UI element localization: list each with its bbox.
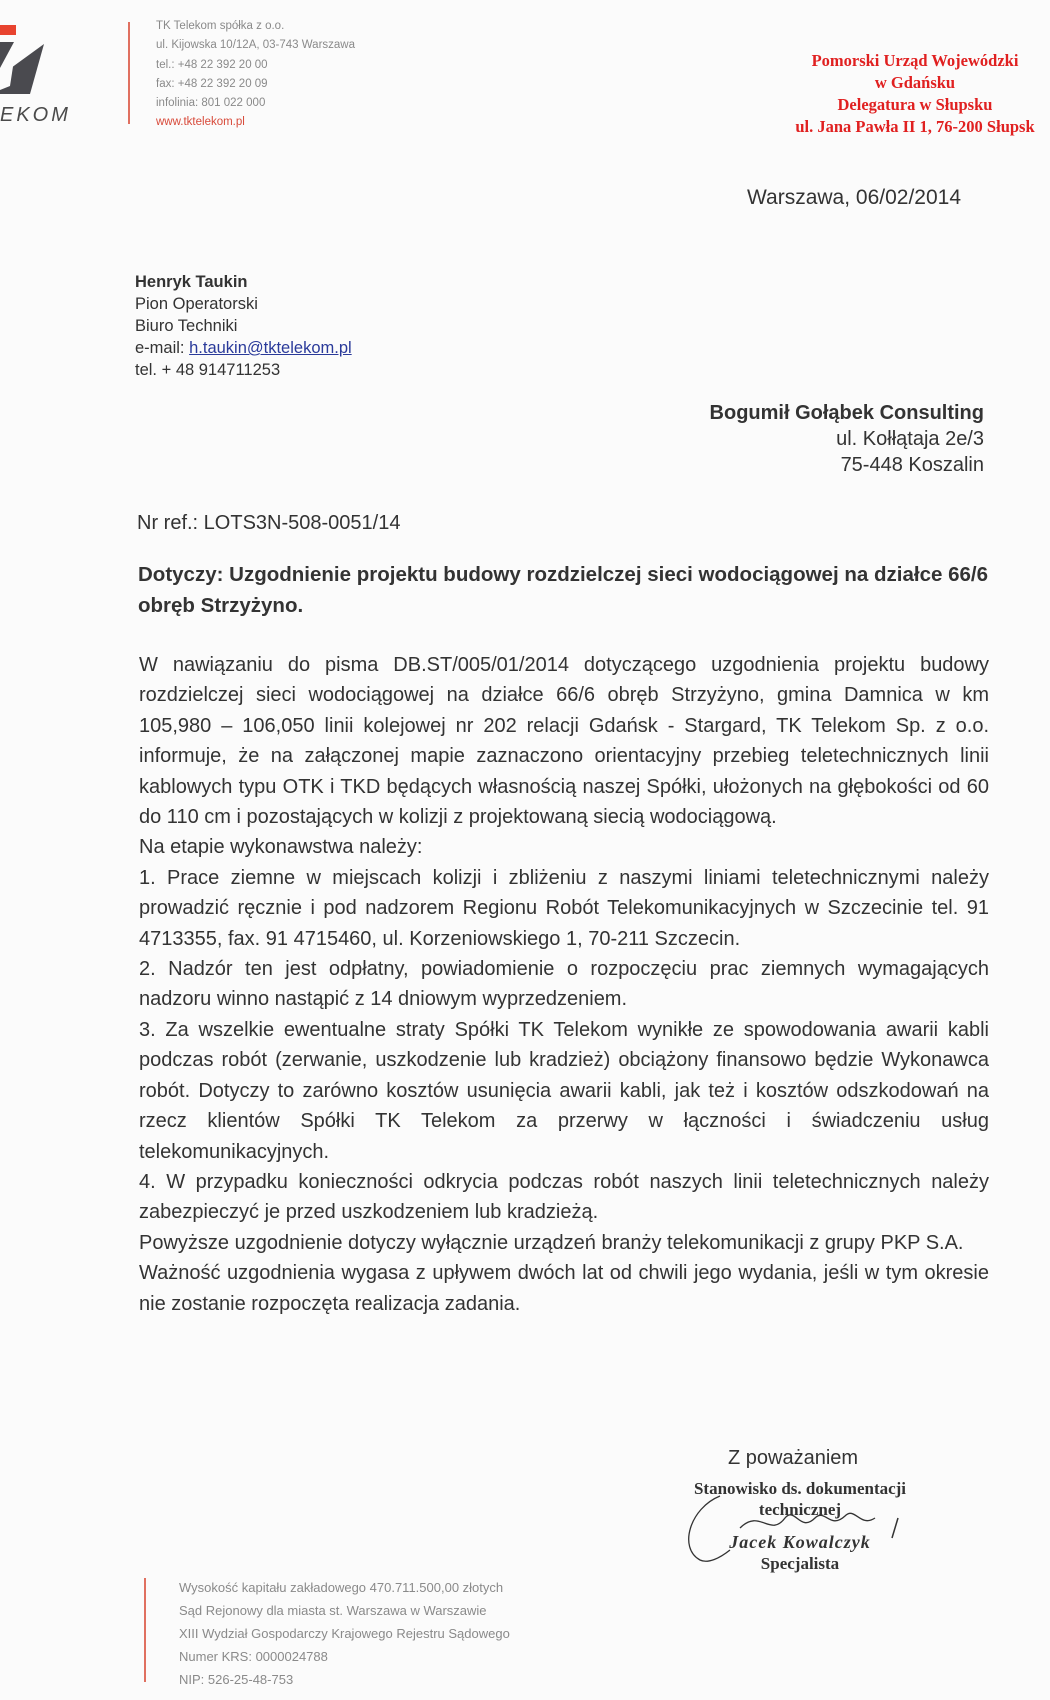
stamp-line: ul. Jana Pawła II 1, 76-200 Słupsk: [795, 117, 1035, 136]
footer-legal-info: [179, 1576, 510, 1691]
company-address: ul. Kijowska 10/12A, 03-743 Warszawa: [156, 39, 356, 52]
stamp-line: Pomorski Urząd Wojewódzki: [811, 51, 1019, 70]
receipt-stamp: [780, 50, 1050, 138]
body-paragraph: 3. Za wszelkie ewentualne straty Spółki TK Telekom wynikłe ze spowodowania awarii kabli podczas robót (zerwanie, uszkodzenie lub kradzież) obciążony finansowo będzie Wykonawca robót. Dotyczy to zarówno kosztów usunięcia awarii kabli, jak też i kosztów odszkodowań na rzecz klientów Spółki TK Telekom za przerwy w łączności i świadczeniu usług telekomunikacyjnych.: [139, 1018, 989, 1163]
letter-subject: Dotyczy: Uzgodnienie projektu budowy rozdzielczej sieci wodociągowej na działce 66/6 obręb Strzyżyno.: [138, 563, 988, 617]
footer-line: XIII Wydział Gospodarczy Krajowego Rejestru Sądowego: [179, 1626, 510, 1641]
recipient-city: 75-448 Koszalin: [840, 454, 984, 476]
stamp-line: Delegatura w Słupsku: [837, 95, 993, 114]
footer-line: Wysokość kapitału zakładowego 470.711.500,00 złotych: [179, 1580, 504, 1595]
company-fax: fax: +48 22 392 20 09: [156, 77, 268, 90]
header-divider: [128, 22, 130, 124]
footer-divider: [144, 1578, 146, 1682]
closing-salutation: Z poważaniem: [728, 1447, 859, 1469]
signer-position: Stanowisko ds. dokumentacji: [693, 1479, 907, 1498]
email-label: e-mail:: [135, 339, 190, 357]
body-paragraph: W nawiązaniu do pisma DB.ST/005/01/2014 dotyczącego uzgodnienia projektu budowy rozdzielczej sieci wodociągowej na działce 66/6 obręb Strzyżyno, gmina Damnica w km 105,980 – 106,050 linii kolejowej nr 202 relacji Gdańsk - Stargard, TK Telekom Sp. z o.o. informuje, że na załączonej mapie zaznaczono orientacyjny przebieg teletechnicznych linii kablowych typu OTK i TKD będących własnością naszej Spółki, ułożonych na głębokości od 60 do 110 cm i pozostających w kolizji z projektowaną siecią wodociągową.: [139, 654, 989, 829]
sender-email-link[interactable]: h.taukin@tktelekom.pl: [189, 339, 352, 357]
place-date: Warszawa, 06/02/2014: [747, 186, 962, 209]
signer-name: Jacek Kowalczyk: [729, 1532, 871, 1552]
logo-accent-bar: [0, 25, 16, 35]
body-paragraph: Powyższe uzgodnienie dotyczy wyłącznie urządzeń branży telekomunikacji z grupy PKP S.A.: [139, 1231, 964, 1254]
stamp-line: w Gdańsku: [874, 73, 956, 92]
signer-title: Specjalista: [760, 1554, 840, 1573]
recipient-name: Bogumił Gołąbek Consulting: [709, 402, 984, 424]
sender-name: Henryk Taukin: [135, 273, 248, 291]
body-paragraph: Na etapie wykonawstwa należy:: [139, 836, 423, 859]
footer-line: NIP: 526-25-48-753: [179, 1672, 294, 1687]
company-website-link[interactable]: www.tktelekom.pl: [156, 116, 245, 129]
footer-line: Numer KRS: 0000024788: [179, 1649, 328, 1664]
body-paragraph: Ważność uzgodnienia wygasa z upływem dwóch lat od chwili jego wydania, jeśli w tym okresie nie zostanie rozpoczęta realizacja zadania.: [139, 1262, 989, 1315]
company-hotline: infolinia: 801 022 000: [156, 97, 266, 110]
letter-body: [139, 650, 989, 1319]
recipient-street: ul. Kołłątaja 2e/3: [836, 428, 984, 450]
company-info: [156, 17, 355, 133]
signer-position-cont: technicznej: [758, 1500, 842, 1519]
logo-text: EKOM: [0, 104, 71, 126]
signature-block: [650, 1478, 950, 1574]
sender-department: Pion Operatorski: [135, 295, 258, 313]
body-paragraph: 2. Nadzór ten jest odpłatny, powiadomienie o rozpoczęciu prac ziemnych wymagających nadzoru winno nastąpić z 14 dniowym wyprzedzeniem.: [139, 958, 989, 1011]
reference-number: Nr ref.: LOTS3N-508-0051/14: [137, 512, 401, 534]
company-name: TK Telekom spółka z o.o.: [156, 20, 285, 32]
body-paragraph: 1. Prace ziemne w miejscach kolizji i zbliżeniu z naszymi liniami teletechnicznymi należy prowadzić ręcznie i pod nadzorem Regionu Robót Telekomunikacyjnych w Szczecinie tel. 91 4713355, fax. 91 4715460, ul. Korzeniowskiego 1, 70-211 Szczecin.: [139, 866, 989, 950]
sender-block: [135, 271, 352, 381]
sender-phone: tel. + 48 914711253: [135, 361, 281, 379]
recipient-block: [710, 400, 984, 478]
body-paragraph: 4. W przypadku konieczności odkrycia podczas robót naszych linii teletechnicznych należy zabezpieczyć je przed uszkodzeniem lub kradzieżą.: [139, 1170, 989, 1224]
footer-line: Sąd Rejonowy dla miasta st. Warszawa w Warszawie: [179, 1603, 487, 1618]
sender-email-row: [135, 337, 352, 359]
sender-office: Biuro Techniki: [135, 317, 238, 335]
logo-icon: [0, 42, 48, 94]
company-phone: tel.: +48 22 392 20 00: [156, 58, 268, 71]
